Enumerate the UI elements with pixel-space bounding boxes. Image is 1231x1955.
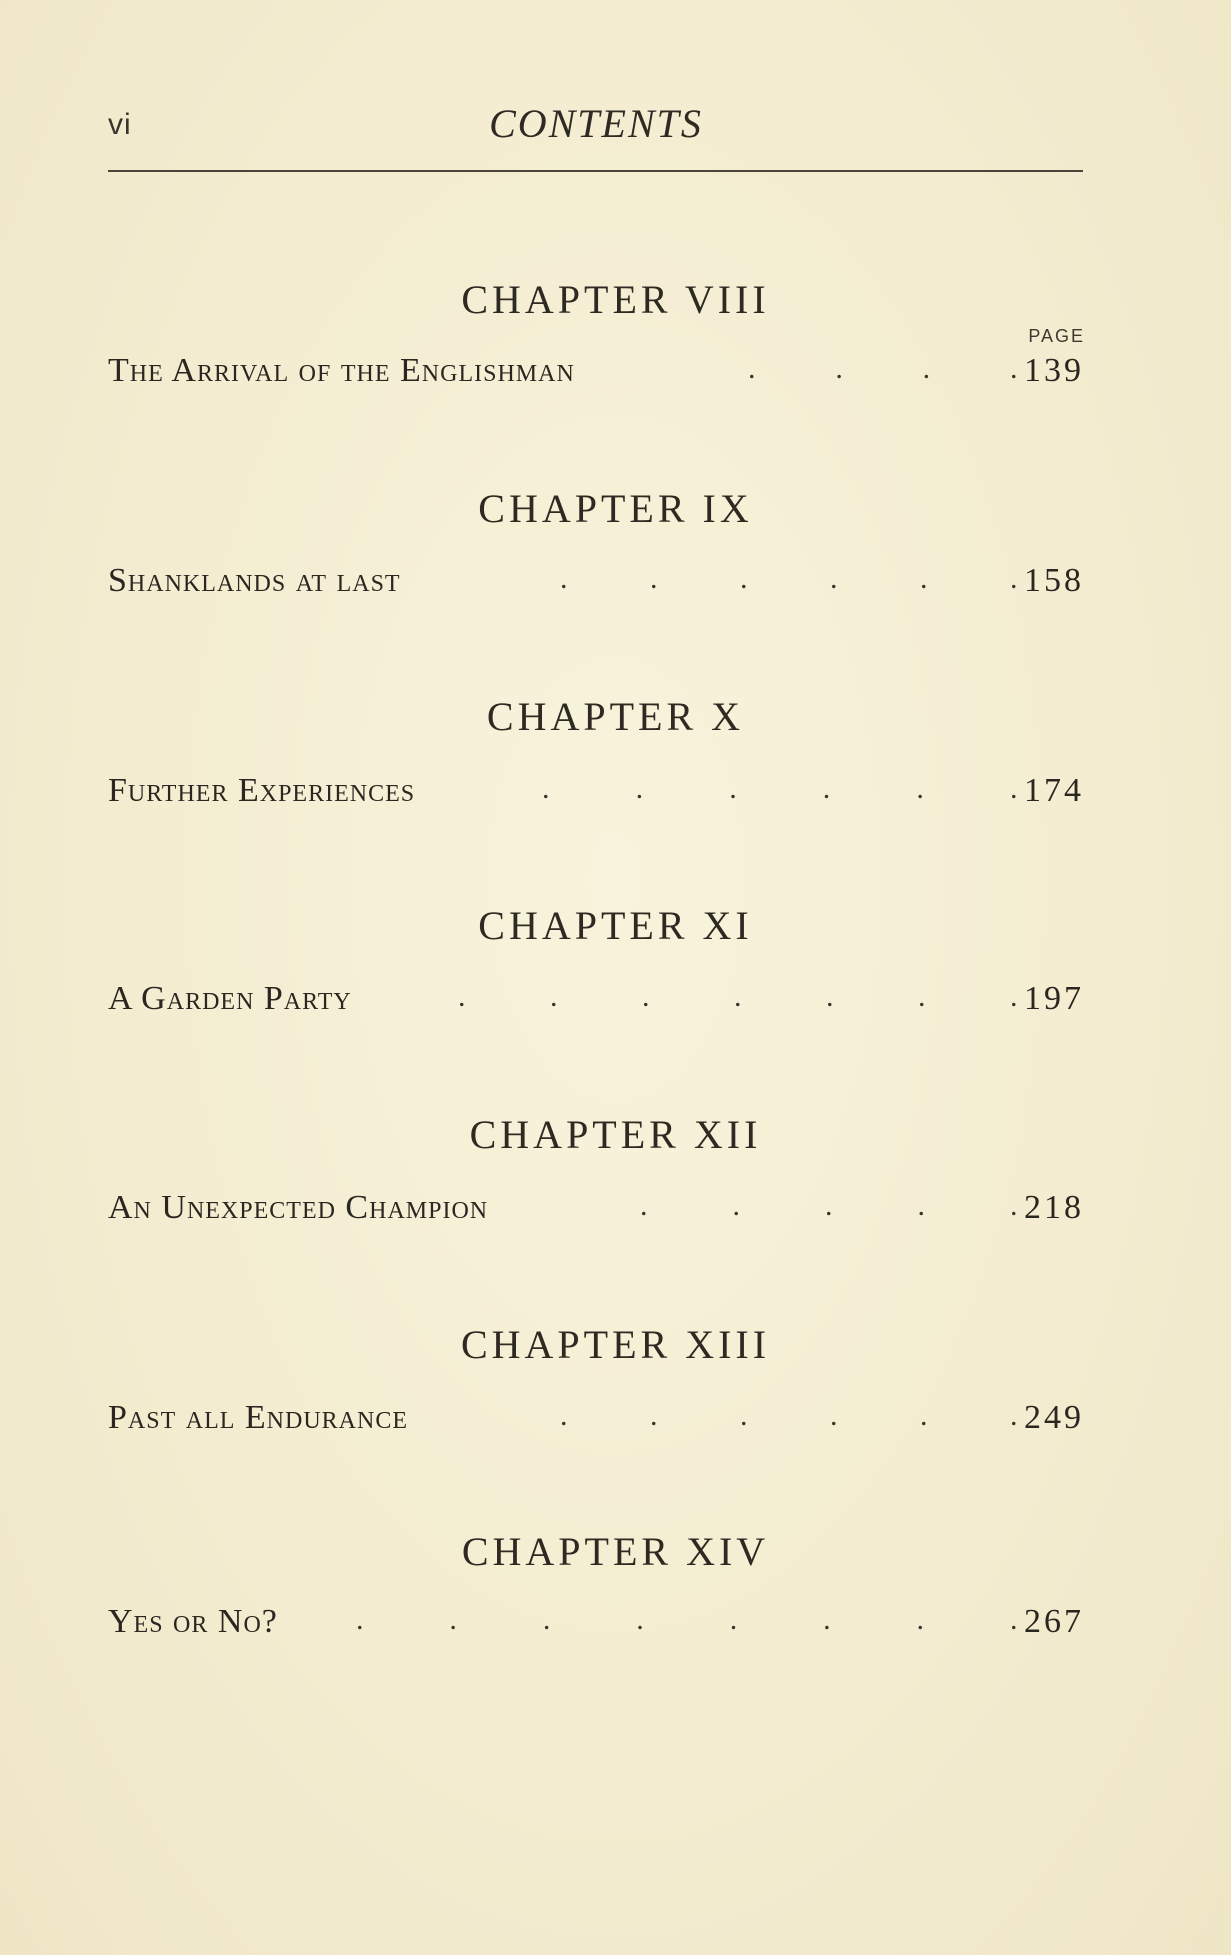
leader-dots: . . . . . . xyxy=(542,772,1018,805)
toc-entry-page: 249 xyxy=(1024,1399,1084,1436)
toc-entry-title: Past all Endurance xyxy=(108,1399,409,1436)
toc-entry-page: 158 xyxy=(1024,562,1084,599)
leader-dots: . . . . . . . xyxy=(458,980,1018,1013)
toc-entry[interactable] xyxy=(108,772,1084,816)
chapter-heading: CHAPTER VIII xyxy=(461,277,770,322)
header-rule xyxy=(108,170,1083,172)
toc-entry[interactable] xyxy=(108,562,1084,606)
page-column-label: PAGE xyxy=(1028,326,1085,346)
toc-entry-title: Yes or No? xyxy=(108,1603,278,1640)
toc-entry-page: 197 xyxy=(1024,980,1084,1017)
leader-dots: . . . . . . . . xyxy=(356,1603,1018,1636)
chapter-heading: CHAPTER IX xyxy=(478,486,753,531)
chapter-heading: CHAPTER XIII xyxy=(460,1322,771,1367)
toc-entry-page: 139 xyxy=(1024,352,1084,389)
toc-entry-page: 267 xyxy=(1024,1603,1084,1640)
page-number: vi xyxy=(108,108,132,141)
chapter-heading: CHAPTER XII xyxy=(469,1112,762,1157)
leader-dots: . . . . . . xyxy=(560,1399,1018,1432)
toc-entry[interactable] xyxy=(108,1189,1084,1233)
leader-dots: . . . . . . xyxy=(560,562,1018,595)
toc-entry[interactable] xyxy=(108,352,1084,396)
leader-dots: . . . . xyxy=(748,352,1018,385)
running-head xyxy=(108,100,1084,156)
chapter-heading: CHAPTER X xyxy=(486,694,745,739)
running-title: CONTENTS xyxy=(489,101,703,146)
toc-entry-title: An Unexpected Champion xyxy=(108,1189,489,1226)
toc-entry[interactable] xyxy=(108,1603,1084,1647)
chapter-heading: CHAPTER XIV xyxy=(461,1529,770,1574)
toc-entry-page: 218 xyxy=(1024,1189,1084,1226)
chapter-heading: CHAPTER XI xyxy=(478,903,753,948)
toc-entry-title: Further Experiences xyxy=(108,772,416,809)
toc-entry[interactable] xyxy=(108,1399,1084,1443)
toc-entry-title: Shanklands at last xyxy=(108,562,401,599)
leader-dots: . . . . . xyxy=(640,1189,1018,1222)
toc-entry[interactable] xyxy=(108,980,1084,1024)
toc-entry-title: The Arrival of the Englishman xyxy=(108,352,575,389)
toc-entry-title: A Garden Party xyxy=(108,980,352,1017)
toc-entry-page: 174 xyxy=(1024,772,1084,809)
